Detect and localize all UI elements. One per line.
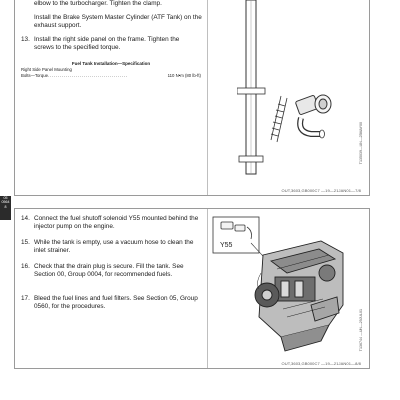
step-17 — [21, 295, 199, 311]
spec-label-1 — [21, 67, 201, 73]
step-number: 16. — [21, 263, 30, 270]
figure-code: T135039 — [359, 150, 363, 165]
install-instruction: Install the Brake System Master Cylinder (ATF Tank) on the exhaust support. — [34, 14, 202, 29]
step-14 — [21, 215, 199, 231]
step-number: 17. — [21, 295, 30, 302]
spec-label-text: Right Side Panel Mounting — [21, 67, 72, 72]
section-number: 05 — [3, 196, 8, 200]
spec-row-torque: Bolts—Torque........................................ 110 N•m (80 lb-ft) — [21, 73, 201, 78]
callout-label: Y55 — [220, 242, 233, 249]
procedure-panel-top — [14, 0, 370, 196]
page-number: 8 — [4, 204, 7, 209]
exhaust-pipe-illustration — [237, 0, 347, 178]
engine-illustration — [211, 213, 359, 363]
step-16 — [21, 263, 199, 279]
spec-label-text: Bolts—Torque — [21, 73, 48, 78]
step-text: Check that the drain plug is secure. Fill the tank. See Section 00, Group 0004, for recommended fuels. — [34, 263, 184, 278]
footer-code: OUT,3603,GB000C7 —19—21JAN01—7/8 — [281, 188, 361, 193]
step-number: 13. — [21, 36, 30, 43]
step-12-fragment: elbow to the turbocharger. Tighten the clamp. — [34, 0, 162, 7]
column-divider — [207, 0, 208, 195]
footer-code: OUT,3603,GB000C7 —19—21JAN01—8/8 — [281, 361, 361, 366]
spec-value: 110 N•m (80 lb-ft) — [167, 73, 201, 78]
step-text: Connect the fuel shutoff solenoid Y55 mounted behind the injector pump on the engine. — [34, 215, 199, 230]
figure-code: T136744 — [359, 337, 363, 352]
step-13 — [21, 36, 199, 52]
spec-title: Fuel Tank Installation—Specification — [71, 61, 151, 66]
step-15 — [21, 239, 199, 255]
step-text: Install the right side panel on the frame. Tighten the screws to the specified torque. — [34, 36, 180, 51]
step-text: Bleed the fuel lines and fuel filters. See Section 05, Group 0560, for the procedures. — [34, 295, 198, 310]
figure-date-code: —UN—29JUL01 — [359, 309, 363, 336]
step-text: While the tank is empty, use a vacuum hose to clean the inlet strainer. — [34, 239, 194, 254]
procedure-panel-bottom — [14, 208, 370, 369]
step-number: 15. — [21, 239, 30, 246]
group-number: 0564 — [1, 200, 10, 205]
column-divider — [207, 209, 208, 368]
figure-date-code: —UN—25MAY00 — [359, 122, 363, 150]
step-number: 14. — [21, 215, 30, 222]
section-tab — [0, 196, 11, 220]
